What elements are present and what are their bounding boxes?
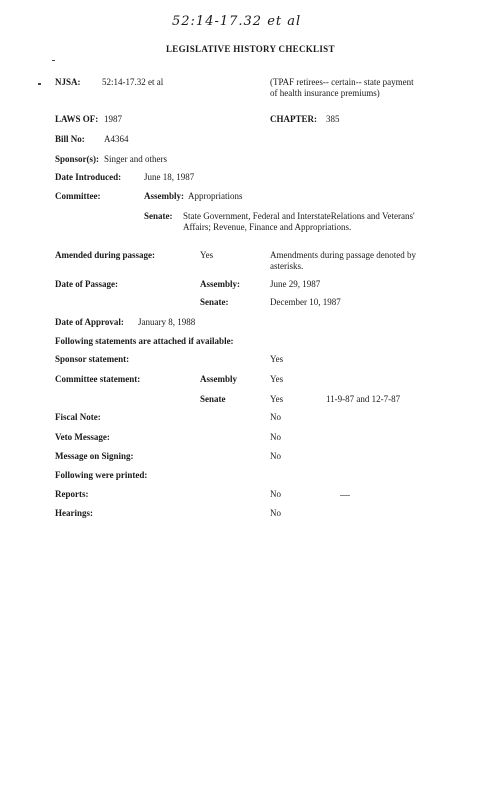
message-on-signing-value: No [270, 451, 281, 461]
scan-speck [52, 60, 55, 61]
amended-note: Amendments during passage denoted by asterisks. [270, 250, 416, 271]
passage-senate-value: December 10, 1987 [270, 297, 341, 307]
sponsor-statement-value: Yes [270, 354, 284, 364]
date-introduced-label: Date Introduced: [55, 172, 122, 182]
committee-assembly-value: Appropriations [188, 191, 243, 201]
veto-message-label: Veto Message: [55, 432, 110, 442]
bill-no-value: A4364 [104, 134, 129, 144]
committee-statement-assembly-label: Assembly [200, 374, 238, 384]
veto-message-value: No [270, 432, 281, 442]
chapter-value: 385 [326, 114, 340, 124]
passage-assembly-label: Assembly: [200, 279, 240, 289]
date-of-approval-value: January 8, 1988 [138, 317, 196, 327]
committee-statement-label: Committee statement: [55, 374, 141, 384]
amended-label: Amended during passage: [55, 250, 156, 260]
date-introduced-value: June 18, 1987 [144, 172, 195, 182]
hearings-value: No [270, 508, 281, 518]
reports-value: No [270, 489, 281, 499]
njsa-label: NJSA: [55, 77, 81, 87]
sponsor-statement-label: Sponsor statement: [55, 354, 130, 364]
date-of-passage-label: Date of Passage: [55, 279, 118, 289]
committee-senate-value: State Government, Federal and InterstateRelations and Veterans' Affairs; Revenue, Finance and Appropriations. [183, 211, 415, 232]
fiscal-note-label: Fiscal Note: [55, 412, 101, 422]
njsa-value: 52:14-17.32 et al [102, 77, 164, 87]
committee-label: Committee: [55, 191, 101, 201]
page-title: LEGISLATIVE HISTORY CHECKLIST [166, 44, 335, 54]
sponsors-label: Sponsor(s): [55, 154, 100, 164]
laws-of-label: LAWS OF: [55, 114, 99, 124]
following-attached-heading: Following statements are attached if available: [55, 336, 234, 346]
date-of-approval-label: Date of Approval: [55, 317, 124, 327]
committee-statement-senate-dates: 11-9-87 and 12-7-87 [326, 394, 401, 404]
committee-senate-label: Senate: [144, 211, 173, 221]
committee-statement-assembly-value: Yes [270, 374, 284, 384]
passage-senate-label: Senate: [200, 297, 229, 307]
laws-of-value: 1987 [104, 114, 122, 124]
scan-speck [340, 495, 350, 496]
fiscal-note-value: No [270, 412, 281, 422]
sponsors-value: Singer and others [104, 154, 167, 164]
handwritten-citation: 52:14-17.32 et al [172, 14, 302, 29]
reports-label: Reports: [55, 489, 89, 499]
scan-speck [38, 83, 41, 85]
following-printed-heading: Following were printed: [55, 470, 148, 480]
committee-assembly-label: Assembly: [144, 191, 184, 201]
amended-value: Yes [200, 250, 214, 260]
committee-statement-senate-label: Senate [200, 394, 226, 404]
passage-assembly-value: June 29, 1987 [270, 279, 321, 289]
committee-statement-senate-value: Yes [270, 394, 284, 404]
bill-no-label: Bill No: [55, 134, 85, 144]
hearings-label: Hearings: [55, 508, 93, 518]
chapter-label: CHAPTER: [270, 114, 317, 124]
subject-description: (TPAF retirees-- certain-- state payment of health insurance premiums) [270, 77, 414, 98]
message-on-signing-label: Message on Signing: [55, 451, 134, 461]
